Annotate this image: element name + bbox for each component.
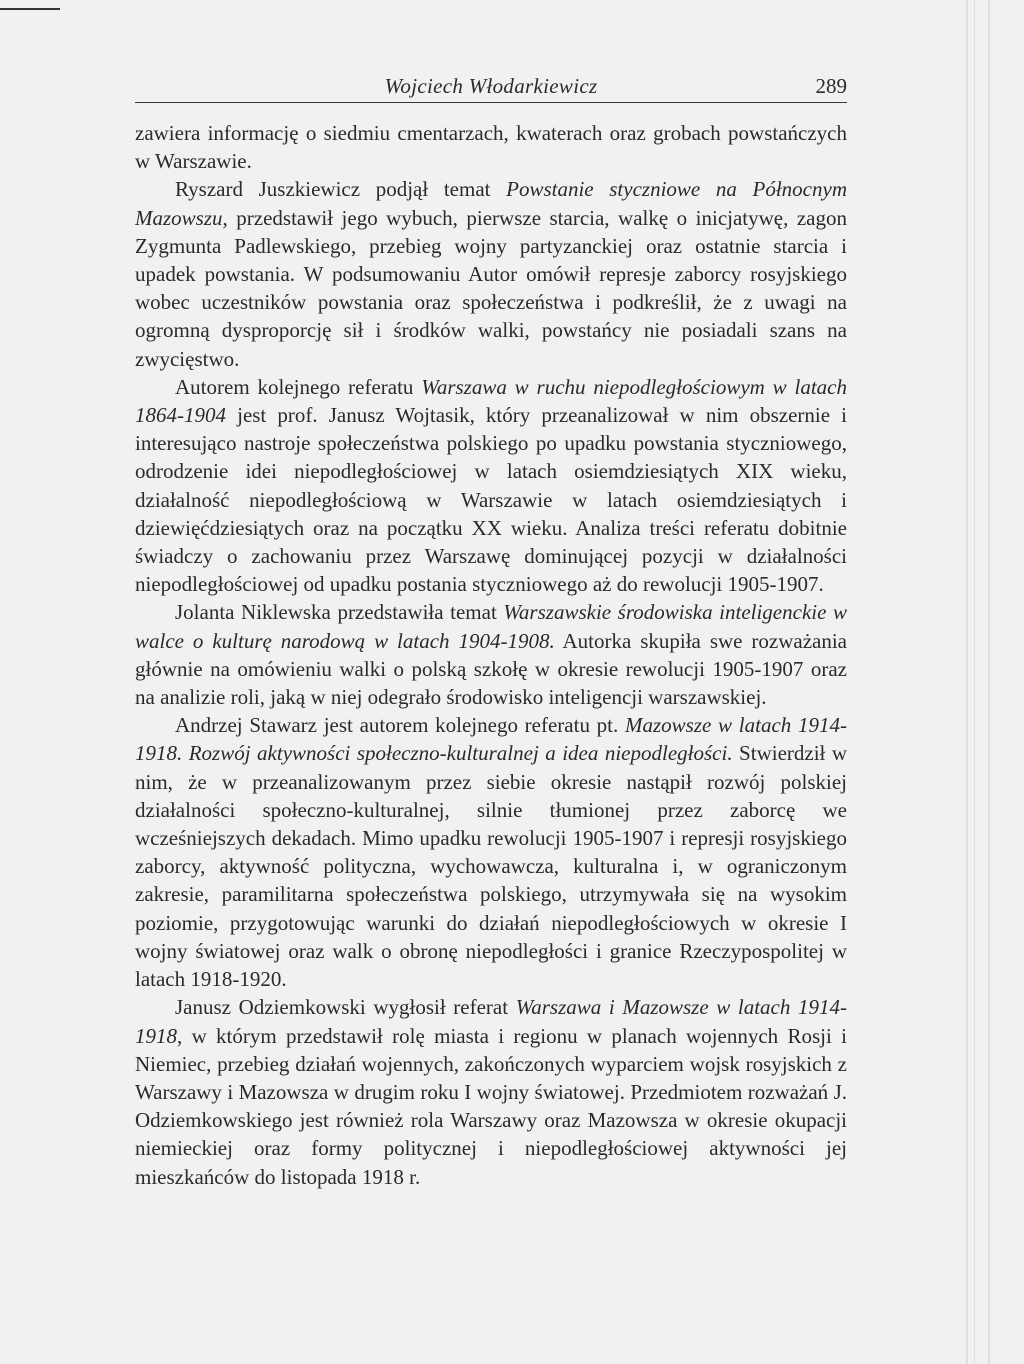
text-run: jest prof. Janusz Wojtasik, który przeanalizował w nim obszernie i interesująco nastroje społeczeństwa polskiego po upadku powstania styczniowego, odrodzenie idei niepodległościowej w latach osiemdziesiątych XIX wieku, działalność niepodległościową w Warszawie w latach osiemdziesiątych i dziewięćdziesiątych oraz na początku XX wieku. Analiza treści referatu dobitnie świadczy o zachowaniu przez Warszawę dominującej pozycji w działalności niepodległościowej od upadku postania styczniowego aż do rewolucji 1905-1907. <box>135 403 847 597</box>
paragraph <box>135 119 847 175</box>
paragraph <box>135 993 847 1190</box>
text-run: Andrzej Stawarz jest autorem kolejnego referatu pt. <box>175 713 625 738</box>
header-author: Wojciech Włodarkiewicz <box>384 74 598 98</box>
text-run: , przedstawił jego wybuch, pierwsze starcia, walkę o inicjatywę, zagon Zygmunta Padlewskiego, przebieg wojny partyzanckiej oraz ostatnie starcia i upadek powstania. W podsumowaniu Autor omówił represje zaborcy rosyjskiego wobec uczestników powstania oraz społeczeństwa i podkreślił, że z uwagi na ogromną dysproporcję sił i środków walki, powstańcy nie posiadali szans na zwycięstwo. <box>135 205 847 371</box>
page-number: 289 <box>815 74 847 98</box>
text-run: , w którym przedstawił rolę miasta i regionu w planach wojennych Rosji i Niemiec, przebieg działań wojennych, zakończonych wyparciem wojsk rosyjskich z Warszawy i Mazowsza w drugim roku I wojny światowej. Przedmiotem rozważań J. Odziemkowskiego jest również rola Warszawy oraz Mazowsza w okresie okupacji niemieckiej oraz formy politycznej i niepodległościowej aktywności jej mieszkańców do listopada 1918 r. <box>135 1023 847 1189</box>
title-italic: Powstanie styczniowe na Północnym Mazowszu <box>135 177 847 230</box>
text-run: Autorem kolejnego referatu <box>175 374 422 399</box>
body-text <box>135 119 847 1191</box>
text-run: zawiera informację o siedmiu cmentarzach, kwaterach oraz grobach powstańczych w Warszawie. <box>135 121 847 174</box>
page-spine-shadow <box>974 0 975 1364</box>
title-italic: Warszawskie środowiska inteligenckie w walce o kulturę narodową w latach 1904-1908. <box>135 600 848 653</box>
title-italic: Mazowsze w latach 1914-1918. Rozwój aktywności społeczno-kulturalnej a idea niepodległości. <box>135 713 847 766</box>
title-italic: Warszawa i Mazowsze w latach 1914-1918 <box>135 995 847 1048</box>
paragraph <box>135 373 847 599</box>
text-run: Jolanta Niklewska przedstawiła temat <box>175 600 504 625</box>
page-spine-shadow <box>966 0 968 1364</box>
title-italic: Warszawa w ruchu niepodległościowym w latach 1864-1904 <box>135 374 847 428</box>
paragraph <box>135 598 847 711</box>
book-page <box>135 70 847 1191</box>
running-header <box>135 70 847 103</box>
text-run: Stwierdził w nim, że w przeanalizowanym przez siebie okresie nastąpił rozwój polskiej działalności społeczno-kulturalnej, silnie tłumionej przez zaborcę we wcześniejszych dekadach. Mimo upadku rewolucji 1905-1907 i represji rosyjskiego zaborcy, aktywność polityczna, wychowawcza, kulturalna i, w ograniczonym zakresie, paramilitarna społeczeństwa polskiego, utrzymywała się na wysokim poziomie, przygotowując warunki do działań niepodległościowych w okresie I wojny światowej oraz walk o obronę niepodległości i granice Rzeczypospolitej w latach 1918-1920. <box>135 741 848 992</box>
paragraph <box>135 175 847 372</box>
text-run: Ryszard Juszkiewicz podjął temat <box>175 177 507 202</box>
page-spine-shadow <box>988 0 990 1364</box>
text-run: Janusz Odziemkowski wygłosił referat <box>175 995 516 1020</box>
scan-corner-mark <box>0 8 60 10</box>
text-run: Autorka skupiła swe rozważania głównie na omówieniu walki o polską szkołę w okresie rewolucji 1905-1907 oraz na analizie roli, jaką w niej odegrało środowisko inteligencji warszawskiej. <box>135 628 848 710</box>
paragraph <box>135 711 847 993</box>
